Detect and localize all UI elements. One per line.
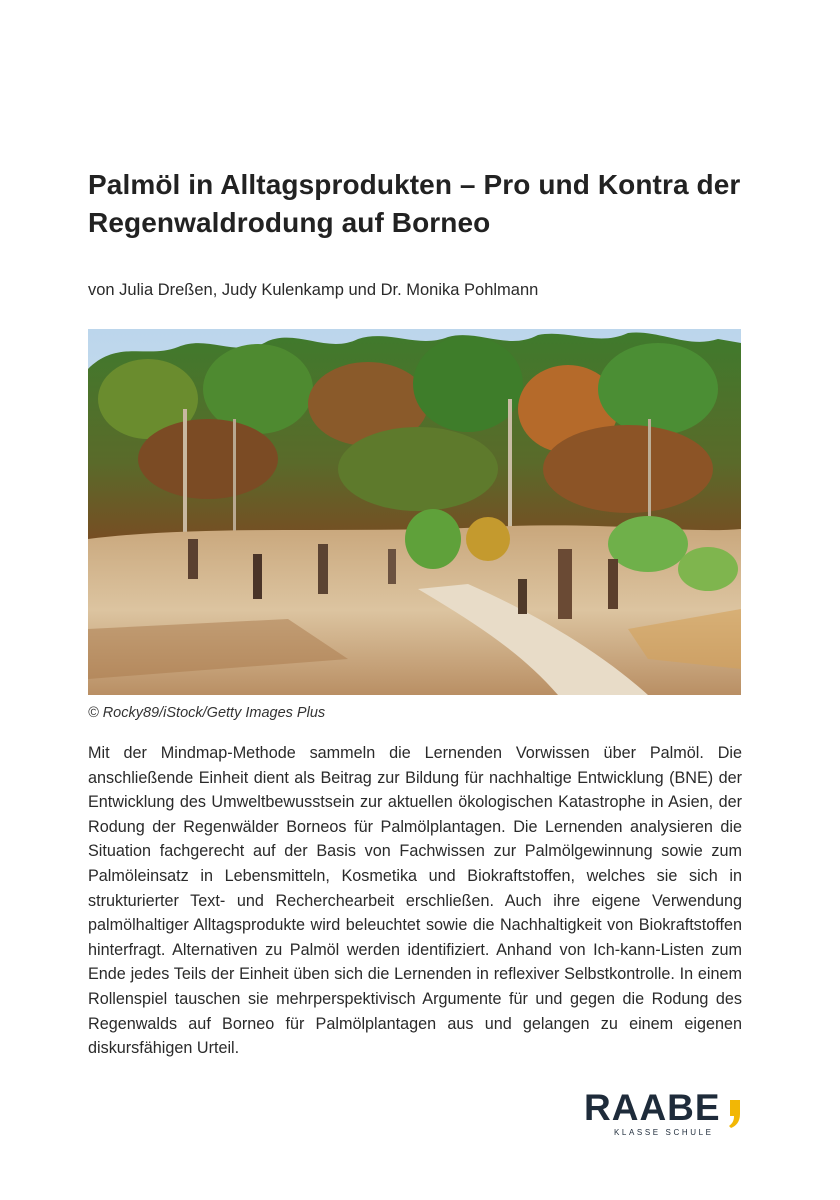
- logo-wordmark: RAABE: [584, 1087, 721, 1128]
- raabe-logo: [584, 1088, 748, 1138]
- image-credit: © Rocky89/iStock/Getty Images Plus: [88, 705, 326, 721]
- authors-line: von Julia Dreßen, Judy Kulenkamp und Dr. Monika Pohlmann: [88, 281, 539, 299]
- logo-tagline: KLASSE SCHULE: [614, 1128, 714, 1137]
- document-title: Palmöl in Alltagsprodukten – Pro und Kontra der Regenwaldrodung auf Borneo: [88, 169, 741, 238]
- logo-comma-mark: [728, 1100, 740, 1128]
- body-paragraph: Mit der Mindmap-Methode sammeln die Lernenden Vorwissen über Palmöl. Die anschließende Einheit dient als Beitrag zur Bildung für nachhaltige Entwicklung (BNE) der Entwicklung des Umweltbewusstsein zur aktuellen ökologischen Katastrophe in Asien, der Rodung der Regenwälder Borneos für Palmölplantagen. Die Lernenden analysieren die Situation fachgerecht auf der Basis von Fachwissen zur Palmölgewinnung sowie zum Palmöleinsatz in Lebensmitteln, Kosmetika und Biokraftstoffen, welches sie sich in strukturierter Text- und Recherchearbeit erschließen. Auch ihre eigene Verwendung palmölhaltiger Alltagsprodukte wird beleuchtet sowie die Nachhaltigkeit von Biokraftstoffen hinterfragt. Alternativen zu Palmöl werden identifiziert. Anhand von Ich-kann-Listen zum Ende jedes Teils der Einheit üben sich die Lernenden in reflexiver Selbstkontrolle. In einem Rollenspiel tauschen sie mehrperspektivisch Argumente für und gegen die Rodung des Regenwalds auf Borneo für Palmölplantagen aus und gelangen zu einem eigenen diskursfähigen Urteil.: [88, 744, 742, 1058]
- cover-photo-deforestation: [88, 329, 741, 695]
